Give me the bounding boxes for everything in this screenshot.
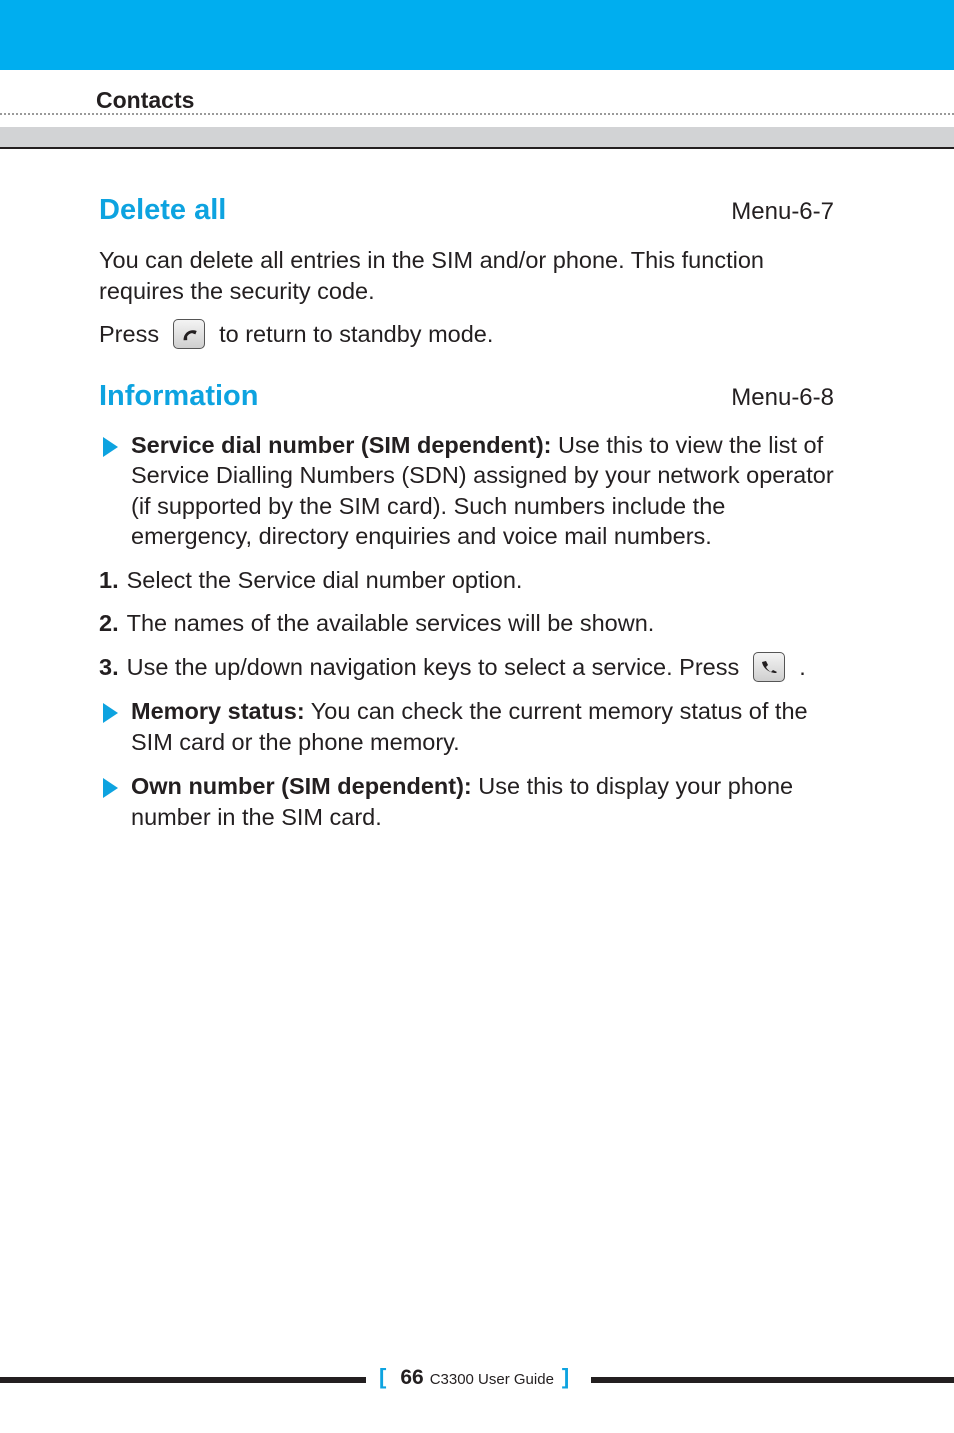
bullet-text: Use this to view the list of Service Dialling Numbers (SDN) assigned by your network operator (if supported by the SIM card). Such numbers include the emergency, directory enquiries and voice mail numbers. [131, 431, 834, 549]
press-suffix: to return to standby mode. [219, 321, 494, 347]
step-number: 3. [99, 653, 119, 680]
information-menu-code: Menu-6-8 [731, 383, 834, 411]
section-title: Contacts [96, 87, 195, 113]
bullet-bold-label: Service dial number (SIM dependent): [131, 431, 552, 458]
step-number: 2. [99, 610, 119, 636]
step-text: Use the up/down navigation keys to select a service. Press [126, 653, 740, 680]
footer-bracket-close: ] [561, 1364, 570, 1389]
step-suffix: . [799, 653, 806, 680]
page-content [99, 190, 834, 832]
step-text: The names of the available services will be shown. [126, 610, 655, 636]
footer-rule-right [591, 1377, 954, 1383]
top-color-band [0, 0, 954, 70]
end-call-key-icon [173, 319, 205, 349]
delete-all-press-instruction [99, 319, 834, 350]
footer-bracket-open: [ [379, 1364, 387, 1389]
bullet-triangle-icon [103, 778, 118, 798]
bullet-triangle-icon [103, 437, 118, 457]
delete-all-heading: Delete all [99, 194, 227, 226]
information-heading: Information [99, 379, 259, 412]
list-item [99, 608, 834, 639]
page-footer [0, 1360, 954, 1400]
footer-rule-left [0, 1377, 366, 1383]
bullet-own-number [99, 771, 834, 832]
bullet-bold-label: Own number (SIM dependent): [131, 773, 472, 799]
bullet-bold-label: Memory status: [131, 698, 305, 724]
page-number: 66 [400, 1366, 424, 1389]
list-item [99, 565, 834, 596]
bullet-text: Use this to display your phone number in the SIM card. [131, 773, 794, 830]
send-call-key-icon [753, 652, 785, 682]
press-label: Press [99, 321, 160, 347]
list-item [99, 652, 834, 683]
delete-all-menu-code: Menu-6-7 [731, 198, 834, 225]
step-number: 1. [99, 566, 119, 593]
delete-all-heading-row [99, 190, 834, 230]
bullet-text: You can check the current memory status of the SIM card or the phone memory. [131, 698, 808, 755]
guide-title: C3300 User Guide [429, 1371, 554, 1388]
step-text: Select the Service dial number option. [126, 566, 523, 593]
dotted-divider [0, 113, 954, 115]
delete-all-description: You can delete all entries in the SIM and/or phone. This function requires the security code. [99, 247, 764, 304]
information-heading-row [99, 376, 834, 416]
bullet-triangle-icon [103, 703, 118, 723]
footer-page-label [379, 1364, 569, 1390]
header-gray-band [0, 127, 954, 149]
bullet-memory-status [99, 696, 834, 757]
bullet-service-dial-number [99, 430, 834, 552]
